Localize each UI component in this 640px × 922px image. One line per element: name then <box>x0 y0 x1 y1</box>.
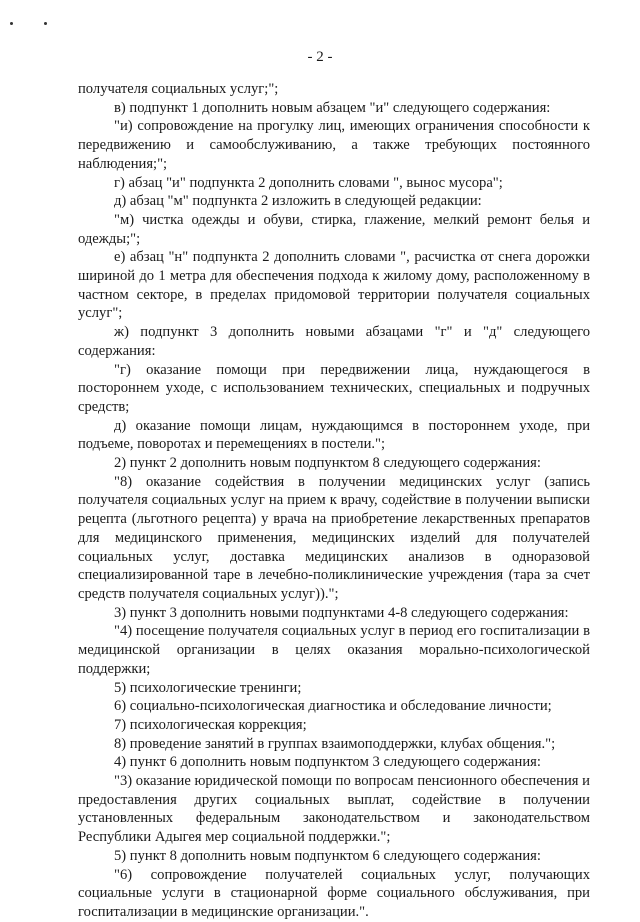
paragraph: 7) психологическая коррекция; <box>114 716 307 733</box>
paragraph: ж) подпункт 3 дополнить новыми абзацами "г" и "д" следующего содержания: <box>78 324 590 359</box>
page-number: - 2 - <box>307 49 333 65</box>
paragraph: "4) посещение получателя социальных услуг в период его госпитализации в медицинской организации в целях оказания морально-психологической поддержки; <box>78 623 590 677</box>
paragraph: 3) пункт 3 дополнить новыми подпунктами 4-8 следующего содержания: <box>114 604 569 621</box>
paragraph: 5) пункт 8 дополнить новым подпунктом 6 следующего содержания: <box>114 847 541 864</box>
scan-mark <box>10 22 13 25</box>
paragraph: е) абзац "н" подпункта 2 дополнить словами ", расчистка от снега дорожки шириной до 1 метра для обеспечения подхода к жилому дому, расположенному в частном секторе, в пределах придомовой территории получателя социальных услуг"; <box>78 249 590 322</box>
paragraph: д) абзац "м" подпункта 2 изложить в следующей редакции: <box>114 193 482 210</box>
scan-mark <box>44 22 47 25</box>
paragraph: "и) сопровождение на прогулку лиц, имеющих ограничения способности к передвижению и самообслуживанию, а также требующих постоянного наблюдения;"; <box>78 118 590 172</box>
paragraph: 2) пункт 2 дополнить новым подпунктом 8 следующего содержания: <box>114 455 541 472</box>
paragraph: "м) чистка одежды и обуви, стирка, глажение, мелкий ремонт белья и одежды;"; <box>78 211 590 247</box>
document-body <box>78 80 590 922</box>
paragraph: 4) пункт 6 дополнить новым подпунктом 3 следующего содержания: <box>114 754 541 771</box>
paragraph: "г) оказание помощи при передвижении лица, нуждающегося в постороннем уходе, с использованием технических, специальных и подручных средств; <box>78 361 590 415</box>
paragraph: г) абзац "и" подпункта 2 дополнить словами ", вынос мусора"; <box>114 174 503 191</box>
paragraph: "8) оказание содействия в получении медицинских услуг (запись получателя социальных услуг на прием к врачу, содействие в получении выписки рецепта (льготного рецепта) у врача на приобретение лекарственных препаратов для медицинского применения, медицинских изделий для получателей социальных услуг, доставка медицинских анализов в одноразовой специализированной таре в лечебно-поликлинические учреждения (тара за счет средств получателя социальных услуг))."; <box>78 473 590 602</box>
paragraph: д) оказание помощи лицам, нуждающимся в постороннем уходе, при подъеме, поворотах и перемещениях в постели."; <box>78 417 590 453</box>
paragraph: "6) сопровождение получателей социальных услуг, получающих социальные услуги в стационарной форме социального обслуживания, при госпитализации в медицинские организации.". <box>78 866 590 920</box>
paragraph: в) подпункт 1 дополнить новым абзацем "и" следующего содержания: <box>114 99 551 116</box>
paragraph: 5) психологические тренинги; <box>114 679 302 696</box>
paragraph: 6) социально-психологическая диагностика и обследование личности; <box>114 698 552 715</box>
paragraph: получателя социальных услуг;"; <box>78 81 279 97</box>
paragraph: "3) оказание юридической помощи по вопросам пенсионного обеспечения и предоставления других социальных выплат, содействие в получении установленных федеральным законодательством и законодательством Республики Адыгея мер социальной поддержки."; <box>78 773 590 846</box>
paragraph: 8) проведение занятий в группах взаимоподдержки, клубах общения."; <box>114 735 556 752</box>
